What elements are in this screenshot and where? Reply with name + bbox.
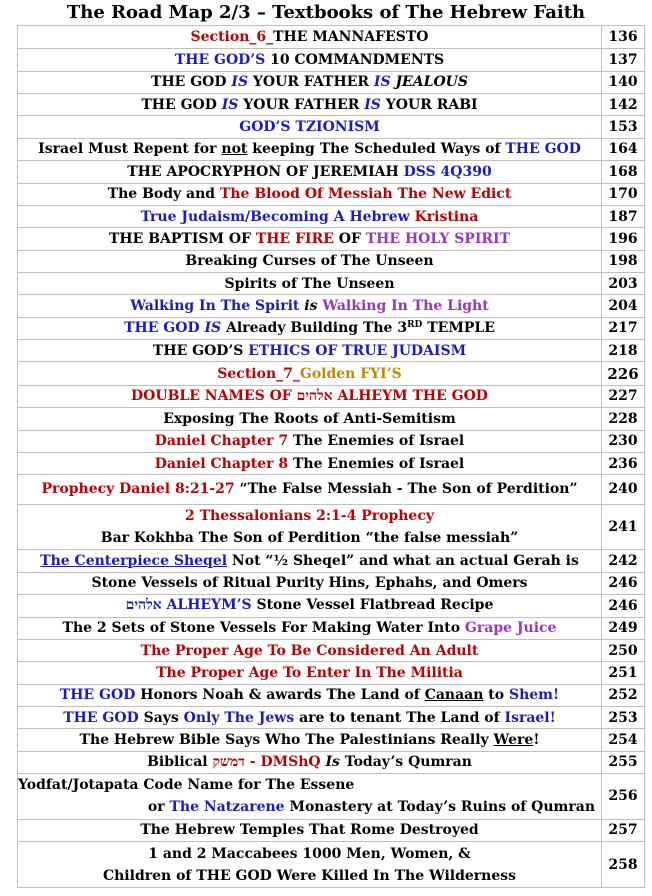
entry-text-segment: Biblical xyxy=(147,753,213,770)
entry-text-segment: THE BAPTISM OF xyxy=(109,230,256,247)
page-number: 240 xyxy=(602,475,645,504)
entry-text-segment: The Enemies of Israel xyxy=(288,433,465,450)
entry-text-segment: is xyxy=(304,298,318,314)
entry-title-line xyxy=(18,505,601,527)
entry-text-segment: The Proper Age To Enter In The Militia xyxy=(156,664,463,681)
toc-row xyxy=(18,706,645,728)
entry-text-segment: Not “½ Sheqel” and what an actual Gerah is xyxy=(227,553,579,570)
entry-title xyxy=(18,684,602,706)
entry-text-segment: THE GOD xyxy=(124,320,205,337)
entry-text-segment: ! xyxy=(533,731,540,748)
entry-text-segment: Golden FYI’S xyxy=(299,365,402,382)
toc-row xyxy=(18,49,645,71)
entry-text-segment: THE GOD xyxy=(151,74,232,91)
entry-text-segment: True Judaism/Becoming A Hebrew xyxy=(140,208,415,225)
toc-row xyxy=(18,550,645,572)
entry-text-segment: Says xyxy=(138,709,184,726)
entry-text-segment: The Body and xyxy=(107,186,220,203)
entry-text-segment: 10 COMMANDMENTS xyxy=(265,52,445,69)
entry-text-segment: Children of THE GOD Were Killed In The Wilderness xyxy=(102,867,517,884)
toc-row xyxy=(18,617,645,639)
entry-text-segment: Yodfat/Jotapata Code Name for The Essene xyxy=(18,777,355,794)
entry-text-segment: Is xyxy=(325,753,340,770)
toc-row xyxy=(18,842,645,888)
page-number: 252 xyxy=(602,684,645,706)
entry-text-segment: The Hebrew Bible Says Who The Palestinians Really xyxy=(79,731,494,748)
entry-title-line xyxy=(18,843,601,865)
page-number: 218 xyxy=(602,340,645,362)
entry-text-segment: TEMPLE xyxy=(422,320,495,337)
entry-text-segment: RD xyxy=(407,320,423,331)
section-heading xyxy=(18,362,602,385)
page-number: 249 xyxy=(602,617,645,639)
entry-title xyxy=(18,250,602,272)
page-number: 253 xyxy=(602,706,645,728)
entry-title xyxy=(18,729,602,751)
toc-row xyxy=(18,662,645,684)
page-number: 255 xyxy=(602,751,645,773)
entry-text-segment: DOUBLE NAMES OF אלהים ALHEYM THE GOD xyxy=(131,387,488,404)
toc-row xyxy=(18,250,645,272)
toc-row xyxy=(18,116,645,138)
entry-title xyxy=(18,116,602,138)
page-number: 251 xyxy=(602,662,645,684)
entry-text-segment: to xyxy=(483,687,509,704)
entry-text-segment: ETHICS OF TRUE JUDAISM xyxy=(248,342,467,359)
entry-title xyxy=(18,183,602,205)
entry-text-segment: אלהים ALHEYM’S xyxy=(125,597,252,614)
entry-title xyxy=(18,408,602,430)
entry-text-segment: Section_6_ xyxy=(190,29,274,46)
entry-text-segment: Israel! xyxy=(504,709,556,726)
page-number: 242 xyxy=(602,550,645,572)
entry-text-segment: The Enemies of Israel xyxy=(288,455,465,472)
entry-title xyxy=(18,572,602,594)
entry-title xyxy=(18,842,602,888)
entry-text-segment: IS xyxy=(221,96,239,113)
page-number: 217 xyxy=(602,317,645,339)
page-number: 170 xyxy=(602,183,645,205)
entry-text-segment: Honors Noah & awards The Land of xyxy=(135,687,425,704)
page-number: 246 xyxy=(602,572,645,594)
entry-text-segment: THE FIRE xyxy=(255,230,334,247)
entry-text-segment: Were xyxy=(493,731,534,748)
page-number: 164 xyxy=(602,138,645,160)
entry-text-segment: Today’s Qumran xyxy=(339,753,472,770)
entry-title xyxy=(18,317,602,339)
page-number: 228 xyxy=(602,408,645,430)
entry-text-segment: The Hebrew Temples That Rome Destroyed xyxy=(140,822,479,839)
entry-text-segment: or xyxy=(147,799,170,816)
entry-title xyxy=(18,452,602,474)
entry-title xyxy=(18,751,602,773)
entry-text-segment: GOD’S TZIONISM xyxy=(239,119,380,136)
entry-title xyxy=(18,71,602,93)
page-number: 137 xyxy=(602,49,645,71)
toc-row xyxy=(18,639,645,661)
page-number: 246 xyxy=(602,595,645,617)
page-number: 241 xyxy=(602,504,645,550)
entry-text-segment: “The False Messiah - The Son of Perdition” xyxy=(234,481,578,498)
page-number: 236 xyxy=(602,452,645,474)
entry-text-segment: Shem! xyxy=(508,687,560,704)
entry-text-segment: Kristina xyxy=(414,208,479,225)
entry-text-segment: Prophecy Daniel 8:21-27 xyxy=(41,481,235,498)
entry-text-segment: keeping The Scheduled Ways of xyxy=(247,141,506,158)
entry-text-segment: The Blood Of Messiah The New Edict xyxy=(219,186,512,203)
entry-title xyxy=(18,475,602,504)
toc-row xyxy=(18,408,645,430)
toc-row xyxy=(18,295,645,317)
toc-row xyxy=(18,504,645,550)
entry-text-segment: The Proper Age To Be Considered An Adult xyxy=(140,642,479,659)
toc-row xyxy=(18,272,645,294)
toc-row xyxy=(18,729,645,751)
toc-row xyxy=(18,430,645,452)
entry-title-line xyxy=(18,865,601,887)
entry-text-segment: Daniel Chapter 8 xyxy=(154,455,289,472)
entry-text-segment: דמשק - DMShQ xyxy=(212,753,321,770)
page-number: 256 xyxy=(602,774,645,820)
entry-text-segment: IS xyxy=(373,74,391,91)
entry-text-segment: are to tenant The Land of xyxy=(294,709,505,726)
page-number: 198 xyxy=(602,250,645,272)
entry-text-segment: JEALOUS xyxy=(395,74,468,91)
entry-text-segment: Exposing The Roots of Anti-Semitism xyxy=(163,410,456,427)
entry-text-segment: THE HOLY SPIRIT xyxy=(365,230,510,247)
toc-row xyxy=(18,452,645,474)
entry-text-segment: Section_7_ xyxy=(217,365,300,382)
entry-text-segment: The Centerpiece Sheqel xyxy=(40,553,228,570)
toc-row xyxy=(18,205,645,227)
entry-text-segment: THE GOD xyxy=(59,687,136,704)
entry-text-segment: The 2 Sets of Stone Vessels For Making Water Into xyxy=(62,620,465,637)
toc-row xyxy=(18,317,645,339)
entry-title xyxy=(18,161,602,183)
toc-row xyxy=(18,819,645,841)
entry-text-segment: Daniel Chapter 7 xyxy=(154,433,289,450)
entry-text-segment: Canaan xyxy=(424,687,484,704)
entry-text-segment: IS xyxy=(364,96,381,113)
toc-row xyxy=(18,183,645,205)
page-number: 140 xyxy=(602,71,645,93)
entry-text-segment: Already Building The 3 xyxy=(221,320,408,337)
entry-text-segment: Spirits of The Unseen xyxy=(224,275,395,292)
entry-text-segment: Walking In The Light xyxy=(322,298,489,314)
toc-row xyxy=(18,774,645,820)
entry-title xyxy=(18,385,602,407)
entry-title xyxy=(18,49,602,71)
page-title: The Road Map 2/3 – Textbooks of The Hebrew Faith xyxy=(66,2,586,23)
entry-text-segment: THE APOCRYPHON OF JEREMIAH xyxy=(127,163,404,180)
entry-text-segment: The Natzarene xyxy=(169,799,285,816)
entry-title xyxy=(18,617,602,639)
toc-table xyxy=(17,25,645,888)
entry-title xyxy=(18,819,602,841)
entry-text-segment: THE GOD’S xyxy=(174,52,266,69)
toc-row xyxy=(18,71,645,93)
page-number: 136 xyxy=(602,26,645,49)
page-number: 226 xyxy=(602,362,645,385)
toc-row xyxy=(18,684,645,706)
toc-row xyxy=(18,475,645,504)
page-number: 142 xyxy=(602,94,645,116)
entry-text-segment: Breaking Curses of The Unseen xyxy=(185,253,434,270)
entry-title xyxy=(18,706,602,728)
entry-text-segment: THE GOD xyxy=(63,709,139,726)
page-number: 250 xyxy=(602,639,645,661)
entry-text-segment: YOUR FATHER xyxy=(248,74,374,91)
toc-row xyxy=(18,340,645,362)
entry-text-segment: Stone Vessels of Ritual Purity Hins, Ephahs, and Omers xyxy=(91,575,528,592)
toc-row xyxy=(18,228,645,250)
entry-text-segment: Grape Juice xyxy=(464,620,557,637)
entry-text-segment: 1 and 2 Maccabees 1000 Men, Women, & xyxy=(148,845,471,862)
entry-title xyxy=(18,430,602,452)
toc-row xyxy=(18,94,645,116)
toc-row xyxy=(18,161,645,183)
entry-title xyxy=(18,595,602,617)
entry-title xyxy=(18,639,602,661)
entry-text-segment: THE GOD xyxy=(505,141,581,158)
entry-title-line xyxy=(18,774,601,796)
page-number: 258 xyxy=(602,842,645,888)
entry-text-segment: Only The Jews xyxy=(183,709,295,726)
entry-title xyxy=(18,272,602,294)
entry-text-segment: not xyxy=(221,141,248,158)
page-number: 187 xyxy=(602,205,645,227)
entry-title xyxy=(18,228,602,250)
page-number: 196 xyxy=(602,228,645,250)
entry-text-segment: THE GOD xyxy=(141,96,222,113)
entry-text-segment: OF xyxy=(333,230,366,247)
entry-text-segment: Israel Must Repent for xyxy=(38,141,222,158)
entry-text-segment: 2 Thessalonians 2:1-4 Prophecy xyxy=(185,508,434,525)
page-number: 257 xyxy=(602,819,645,841)
page-number: 230 xyxy=(602,430,645,452)
toc-row xyxy=(18,751,645,773)
entry-text-segment: Bar Kokhba The Son of Perdition “the false messiah” xyxy=(100,530,519,547)
toc-row xyxy=(18,138,645,160)
entry-title xyxy=(18,138,602,160)
page-number: 203 xyxy=(602,272,645,294)
page-number: 204 xyxy=(602,295,645,317)
entry-title xyxy=(18,205,602,227)
page-number: 227 xyxy=(602,385,645,407)
page-number: 254 xyxy=(602,729,645,751)
entry-text-segment: THE GOD’S xyxy=(152,342,249,359)
entry-title xyxy=(18,504,602,550)
entry-text-segment: THE MANNAFESTO xyxy=(273,29,429,46)
entry-title xyxy=(18,550,602,572)
toc-row xyxy=(18,385,645,407)
entry-text-segment: Stone Vessel Flatbread Recipe xyxy=(251,597,494,614)
entry-text-segment: Monastery at Today’s Ruins of Qumran xyxy=(284,799,595,816)
toc-row xyxy=(18,595,645,617)
page-number: 153 xyxy=(602,116,645,138)
entry-text-segment: YOUR RABI xyxy=(380,96,478,113)
entry-text-segment: DSS 4Q390 xyxy=(403,163,492,180)
entry-title xyxy=(18,26,602,49)
toc-row xyxy=(18,26,645,49)
entry-title-line xyxy=(18,796,601,818)
entry-title xyxy=(18,94,602,116)
entry-text-segment: IS xyxy=(231,74,249,91)
entry-title-line xyxy=(18,527,601,549)
entry-title xyxy=(18,774,602,820)
entry-title xyxy=(18,295,602,317)
toc-row xyxy=(18,362,645,385)
entry-text-segment: YOUR FATHER xyxy=(238,96,365,113)
entry-text-segment: Walking In The Spirit xyxy=(130,298,305,314)
toc-row xyxy=(18,572,645,594)
entry-title xyxy=(18,340,602,362)
entry-text-segment: IS xyxy=(204,320,222,337)
entry-title xyxy=(18,662,602,684)
page-number: 168 xyxy=(602,161,645,183)
